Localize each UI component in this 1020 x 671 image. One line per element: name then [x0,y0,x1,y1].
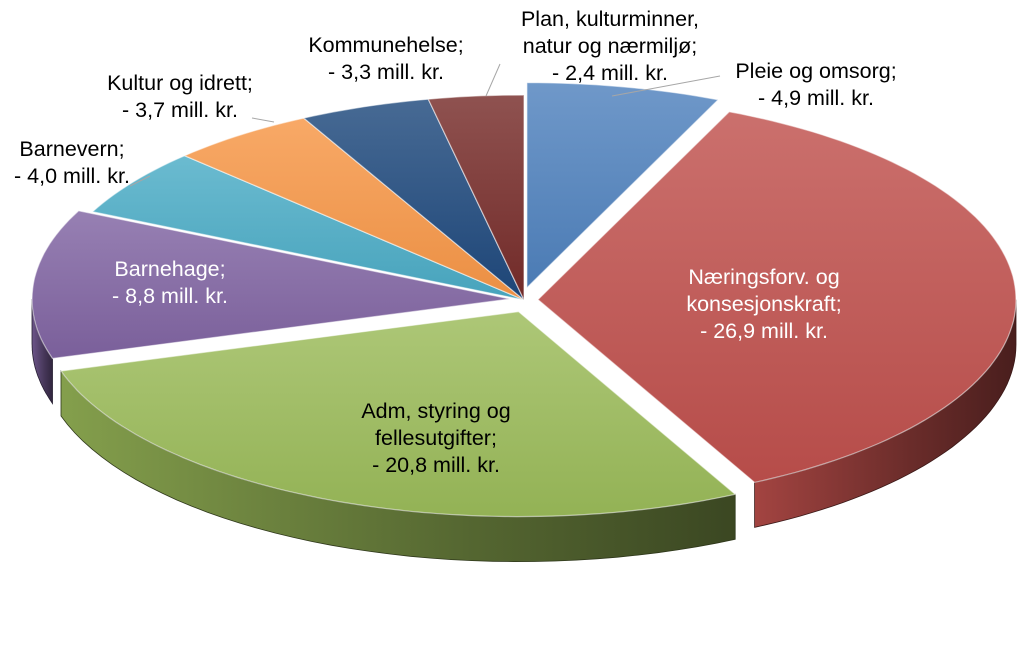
data-label-barnevern [14,137,130,188]
data-label-n-ringsforv-og-konsesjonskraft [686,265,841,343]
data-label-kommunehelse [308,33,463,84]
data-label-line: Kultur og idrett; [107,71,253,95]
data-label-line: - 8,8 mill. kr. [112,284,228,308]
data-label-pleie-og-omsorg [735,59,896,110]
data-label-line: - 20,8 mill. kr. [372,453,500,477]
data-label-kultur-og-idrett [107,71,253,122]
data-label-line: - 26,9 mill. kr. [700,319,828,343]
data-label-plan-kulturminner-natur-og-n-rmilj [521,7,699,85]
data-label-adm-styring-og-fellesutgifter [361,399,510,477]
data-label-line: fellesutgifter; [375,426,497,450]
data-label-line: - 2,4 mill. kr. [552,61,668,85]
data-label-line: - 3,7 mill. kr. [122,98,238,122]
leader-line-plan-kulturminner-natur-og-n-rmilj [486,64,500,96]
data-label-line: Næringsforv. og [688,265,840,289]
data-label-line: Barnehage; [114,257,226,281]
data-label-line: - 4,9 mill. kr. [758,86,874,110]
data-label-line: - 4,0 mill. kr. [14,164,130,188]
data-label-line: konsesjonskraft; [686,292,842,316]
leader-line-kultur-og-idrett [252,118,274,122]
data-label-line: Plan, kulturminner, [520,7,700,31]
data-label-line: - 3,3 mill. kr. [328,60,444,84]
data-label-line: Kommunehelse; [308,33,464,57]
data-label-line: natur og nærmiljø; [522,34,698,58]
data-label-line: Barnevern; [19,137,125,161]
data-label-line: Pleie og omsorg; [735,59,897,83]
data-label-line: Adm, styring og [361,399,511,423]
